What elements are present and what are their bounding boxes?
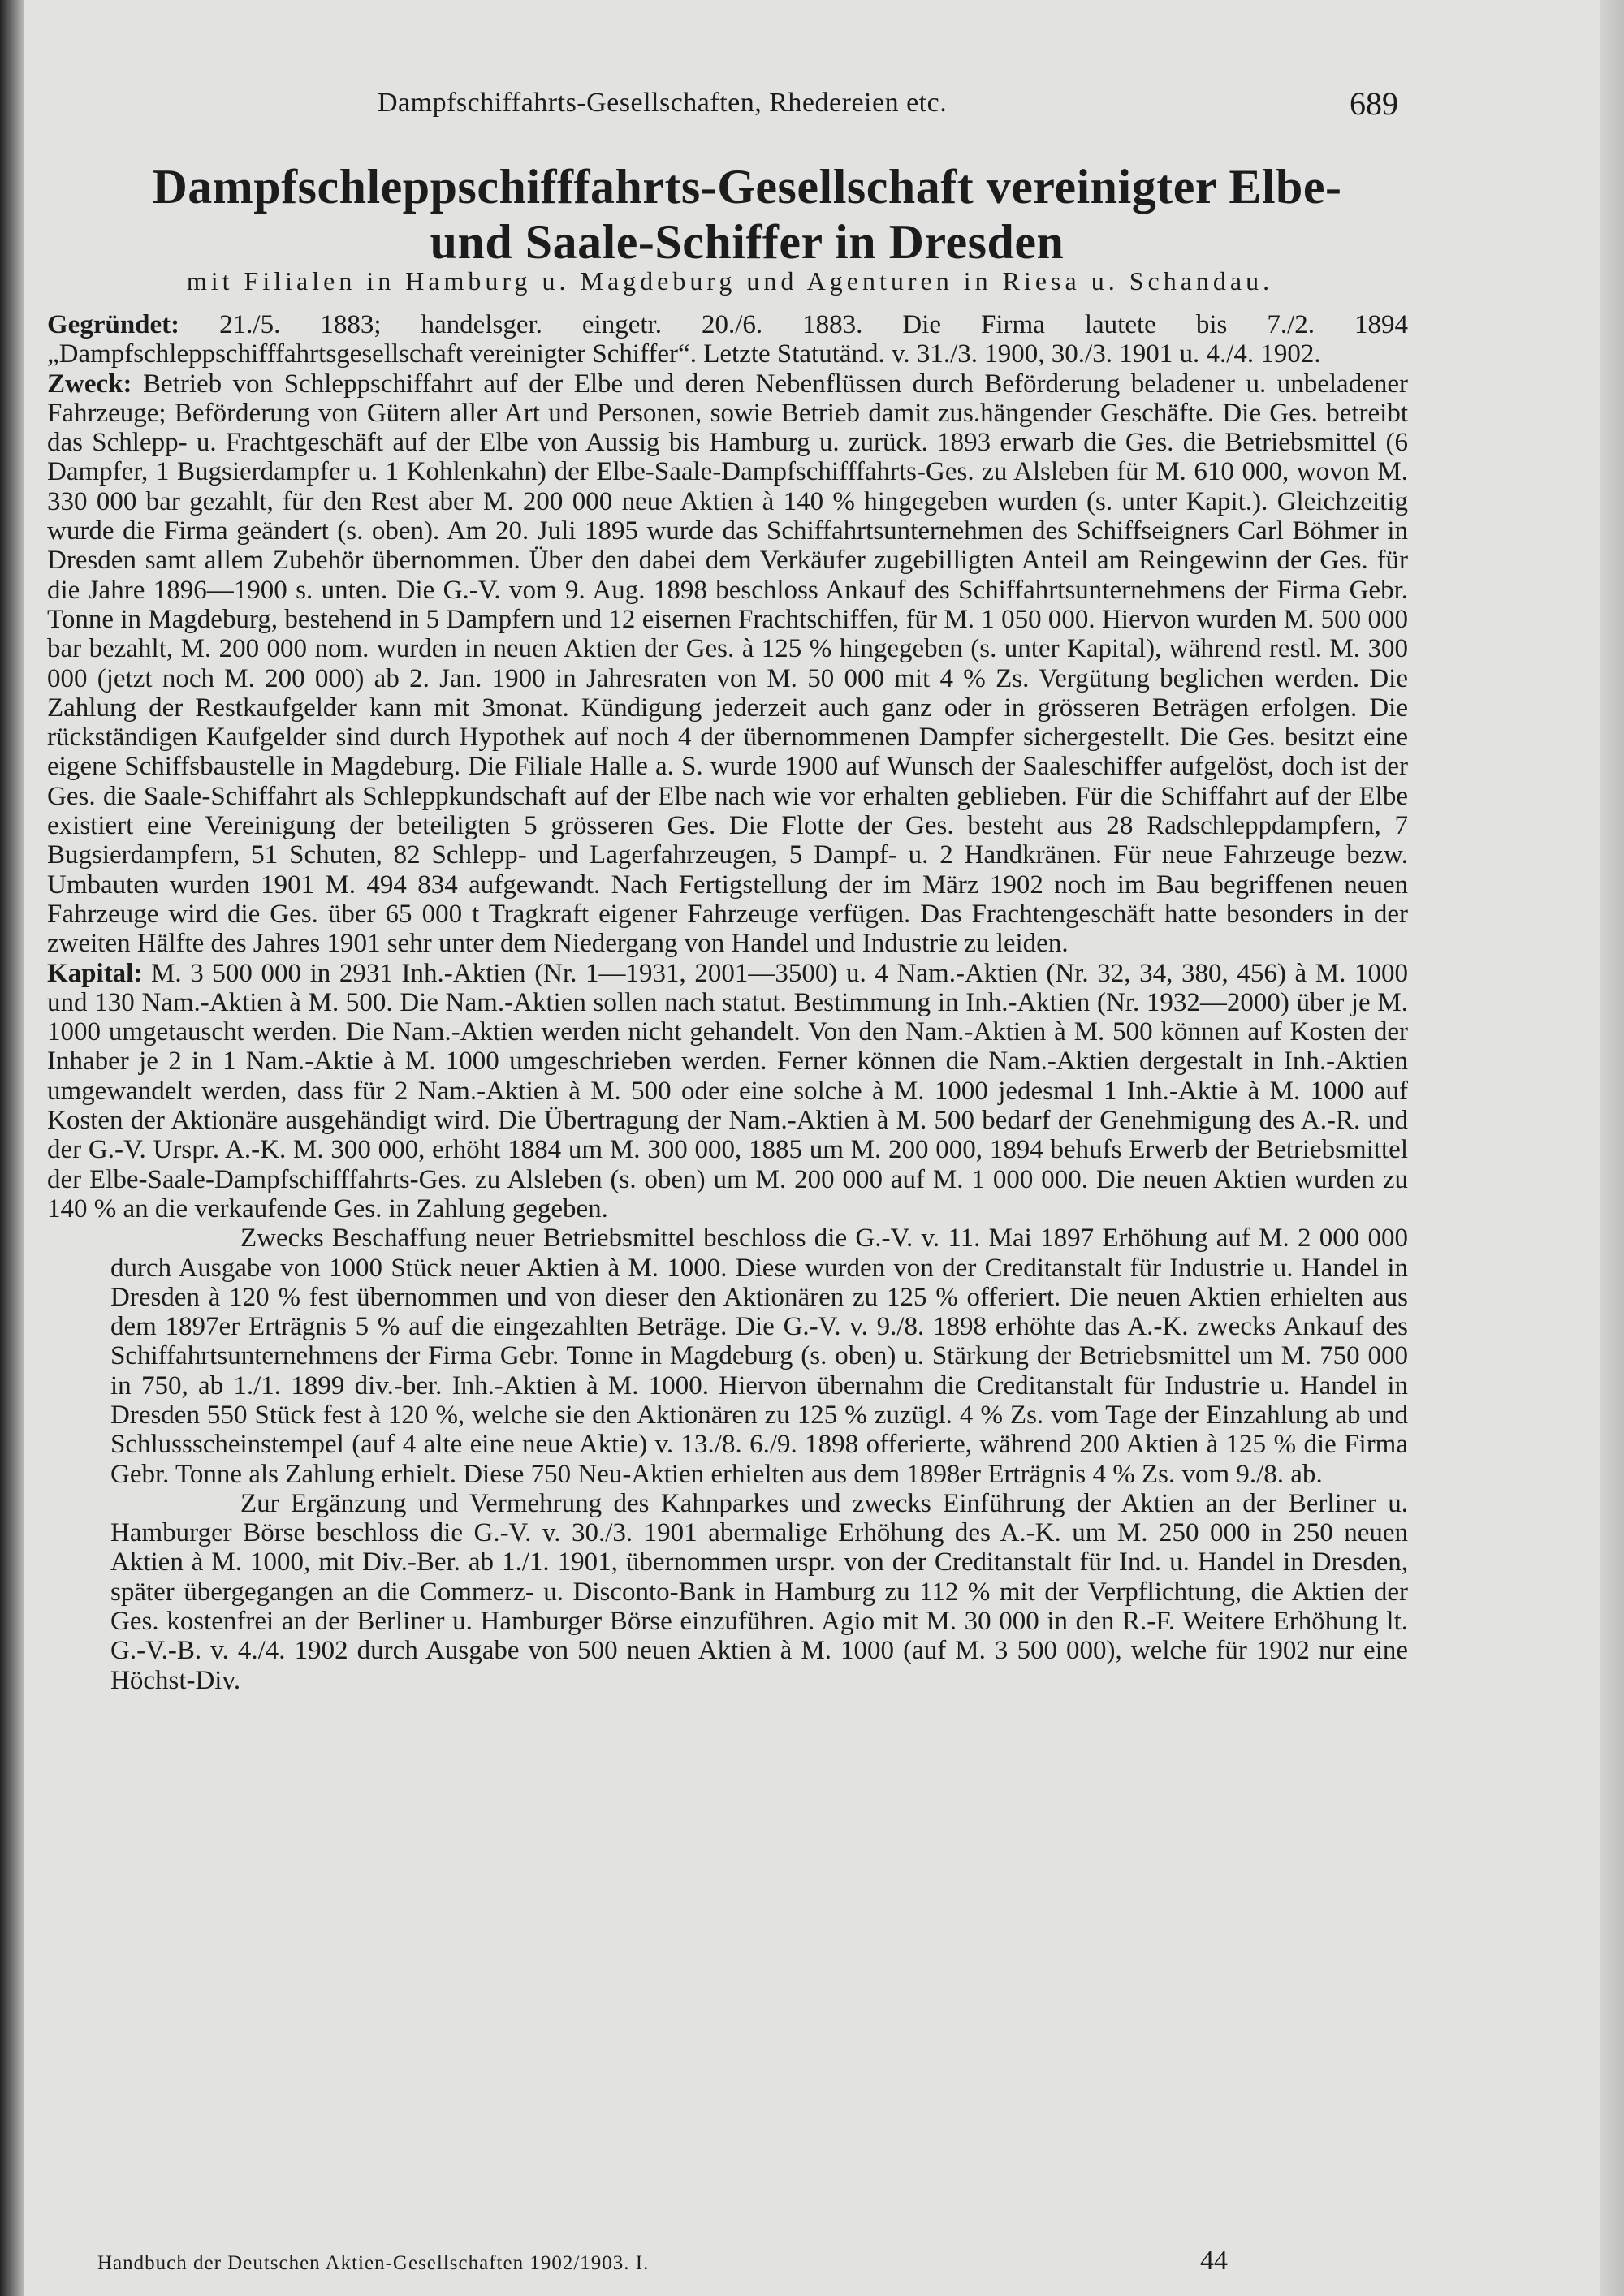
section-text-kapital: M. 3 500 000 in 2931 Inh.-Aktien (Nr. 1—1931, 2001—3500) u. 4 Nam.-Aktien (Nr. 32, 34, 380, 456) à M. 1000 und 130 Nam.-Aktien à M. 500. Die Nam.-Aktien sollen nach statut. Bestimmung in Inh.-Aktien (Nr. 1932—2000) über je M. 1000 umgetauscht werden. Die Nam.-Aktien werden nicht gehandelt. Von den Nam.-Aktien à M. 500 können auf Kosten der Inhaber je 2 in 1 Nam.-Aktie à M. 1000 umgeschrieben werden. Ferner können die Nam.-Aktien dergestalt in Inh.-Aktien umgewandelt werden, dass für 2 Nam.-Aktien à M. 500 oder eine solche à M. 1000 jedesmal 1 Inh.-Aktie à M. 1000 auf Kosten der Aktionäre ausgehändigt wird. Die Übertragung der Nam.-Aktien à M. 500 bedarf der Genehmigung des A.-R. und der G.-V. Urspr. A.-K. M. 300 000, erhöht 1884 um M. 300 000, 1885 um M. 200 000, 1894 behufs Erwerb der Betriebsmittel der Elbe-Saale-Dampfschifffahrts-Ges. zu Alsleben (s. oben) um M. 200 000 auf M. 1 000 000. Die neuen Aktien wurden zu 140 % an die verkaufende Ges. in Zahlung gegeben. xyxy=(47,958,1409,1224)
section-text-gegruendet: 21./5. 1883; handelsger. eingetr. 20./6. 1883. Die Firma lautete bis 7./2. 1894 „Dampfschleppschifffahrtsgesellschaft vereinigter Schiffer“. Letzte Statutänd. v. 31./3. 1900, 30./3. 1901 u. 4./4. 1902. xyxy=(47,310,1409,369)
company-title-line-2: und Saale-Schiffer in Dresden xyxy=(430,215,1065,269)
company-title xyxy=(65,159,1429,270)
book-spine-shadow xyxy=(0,0,24,2296)
company-title-line-1: Dampfschleppschifffahrts-Gesellschaft vereinigter Elbe- xyxy=(152,160,1342,214)
kapital-paragraph-2: Zwecks Beschaffung neuer Betriebsmittel beschloss die G.-V. v. 11. Mai 1897 Erhöhung auf M. 2 000 000 durch Ausgabe von 1000 Stück neuer Aktien à M. 1000. Diese wurden von der Creditanstalt für Industrie u. Handel in Dresden à 120 % fest übernommen und von dieser den Aktionären zu 125 % offeriert. Die neuen Aktien erhielten aus dem 1897er Erträgnis 5 % auf die eingezahlten Beträge. Die G.-V. v. 9./8. 1898 erhöhte das A.-K. zwecks Ankauf des Schiffahrtsunternehmens der Firma Gebr. Tonne in Magdeburg (s. oben) u. Stärkung der Betriebsmittel um M. 750 000 in 750, ab 1./1. 1899 div.-ber. Inh.-Aktien à M. 1000. Hiervon übernahm die Creditanstalt für Industrie u. Handel in Dresden 550 Stück fest à 120 %, welche sie den Aktionären zu 125 % zuzügl. 4 % Zs. vom Tage der Einzahlung ab und Schlussscheinstempel (auf 4 alte eine neue Aktie) v. 13./8. 6./9. 1898 offerierte, während 200 Aktien à 125 % die Firma Gebr. Tonne als Zahlung erhielt. Diese 750 Neu-Aktien erhielten aus dem 1898er Erträgnis 4 % Zs. vom 9./8. ab. xyxy=(110,1224,1408,1489)
section-label-kapital: Kapital: xyxy=(47,958,143,988)
footer-book-title: Handbuch der Deutschen Aktien-Gesellschaften 1902/1903. I. xyxy=(97,2252,650,2274)
footer-signature-number: 44 xyxy=(1200,2246,1228,2276)
section-kapital xyxy=(47,959,1408,1224)
section-text-zweck: Betrieb von Schleppschiffahrt auf der Elbe und deren Nebenflüssen durch Beförderung beladener u. unbeladener Fahrzeuge; Beförderung von Gütern aller Art und Personen, sowie Betrieb damit zus.hängender Geschäfte. Die Ges. betreibt das Schlepp- u. Frachtgeschäft auf der Elbe von Aussig bis Hamburg u. zurück. 1893 erwarb die Ges. die Betriebsmittel (6 Dampfer, 1 Bugsierdampfer u. 1 Kohlenkahn) der Elbe-Saale-Dampfschifffahrts-Ges. zu Alsleben für M. 610 000, wovon M. 330 000 bar gezahlt, für den Rest aber M. 200 000 neue Aktien à 140 % hingegeben wurden (s. unter Kapit.). Gleichzeitig wurde die Firma geändert (s. oben). Am 20. Juli 1895 wurde das Schiffahrtsunternehmen des Schiffseigners Carl Böhmer in Dresden samt allem Zubehör übernommen. Über den dabei dem Verkäufer zugebilligten Anteil am Reingewinn der Ges. für die Jahre 1896—1900 s. unten. Die G.-V. vom 9. Aug. 1898 beschloss Ankauf des Schiffahrtsunternehmens der Firma Gebr. Tonne in Magdeburg, bestehend in 5 Dampfern und 12 eisernen Frachtschiffen, für M. 1 050 000. Hiervon wurden M. 500 000 bar bezahlt, M. 200 000 nom. wurden in neuen Aktien der Ges. à 125 % hingegeben (s. unter Kapital), während restl. M. 300 000 (jetzt noch M. 200 000) ab 2. Jan. 1900 in Jahresraten von M. 50 000 mit 4 % Zs. Vergütung beglichen werden. Die Zahlung der Restkaufgelder kann mit 3monat. Kündigung jederzeit auch ganz oder in grösseren Beträgen erfolgen. Die rückständigen Kaufgelder sind durch Hypothek auf noch 4 der übernommenen Dampfer sichergestellt. Die Ges. besitzt eine eigene Schiffsbaustelle in Magdeburg. Die Filiale Halle a. S. wurde 1900 auf Wunsch der Saaleschiffer aufgelöst, doch ist der Ges. die Saale-Schiffahrt als Schleppkundschaft auf der Elbe nach wie vor erhalten geblieben. Für die Schiffahrt auf der Elbe existiert eine Vereinigung der beteiligten 5 grösseren Ges. Die Flotte der Ges. besteht aus 28 Radschleppdampfern, 7 Bugsierdampfern, 51 Schuten, 82 Schlepp- und Lagerfahrzeugen, 5 Dampf- u. 2 Handkränen. Für neue Fahrzeuge bezw. Umbauten wurden 1901 M. 494 834 aufgewandt. Nach Fertigstellung der im März 1902 noch im Bau begriffenen neuen Fahrzeuge wird die Ges. über 65 000 t Tragkraft eigener Fahrzeuge verfügen. Das Frachtengeschäft hatte besonders in der zweiten Hälfte des Jahres 1901 sehr unter dem Niedergang von Handel und Industrie zu leiden. xyxy=(47,369,1408,959)
section-label-zweck: Zweck: xyxy=(47,369,132,399)
page-edge xyxy=(1600,0,1624,2296)
company-subtitle: mit Filialen in Hamburg u. Magdeburg und Agenturen in Riesa u. Schandau. xyxy=(186,266,1274,296)
section-gegruendet xyxy=(47,310,1408,369)
page-number: 689 xyxy=(1350,85,1398,122)
entry-body xyxy=(47,310,1408,1695)
kapital-paragraph-3: Zur Ergänzung und Vermehrung des Kahnparkes und zwecks Einführung der Aktien an der Berliner u. Hamburger Börse beschloss die G.-V. v. 30./3. 1901 abermalige Erhöhung des A.-K. um M. 250 000 in 250 neuen Aktien à M. 1000, mit Div.-Ber. ab 1./1. 1901, übernommen urspr. von der Creditanstalt für Ind. u. Handel in Dresden, später übergegangen an die Commerz- u. Disconto-Bank in Hamburg zu 112 % mit der Verpflichtung, die Aktien der Ges. kostenfrei an der Berliner u. Hamburger Börse einzuführen. Agio mit M. 30 000 in den R.-F. Weitere Erhöhung lt. G.-V.-B. v. 4./4. 1902 durch Ausgabe von 500 neuen Aktien à M. 1000 (auf M. 3 500 000), welche für 1902 nur eine Höchst-Div. xyxy=(110,1488,1408,1695)
section-zweck xyxy=(47,369,1408,959)
running-head: Dampfschiffahrts-Gesellschaften, Rhedereien etc. xyxy=(378,88,948,118)
section-label-gegruendet: Gegründet: xyxy=(47,310,180,339)
